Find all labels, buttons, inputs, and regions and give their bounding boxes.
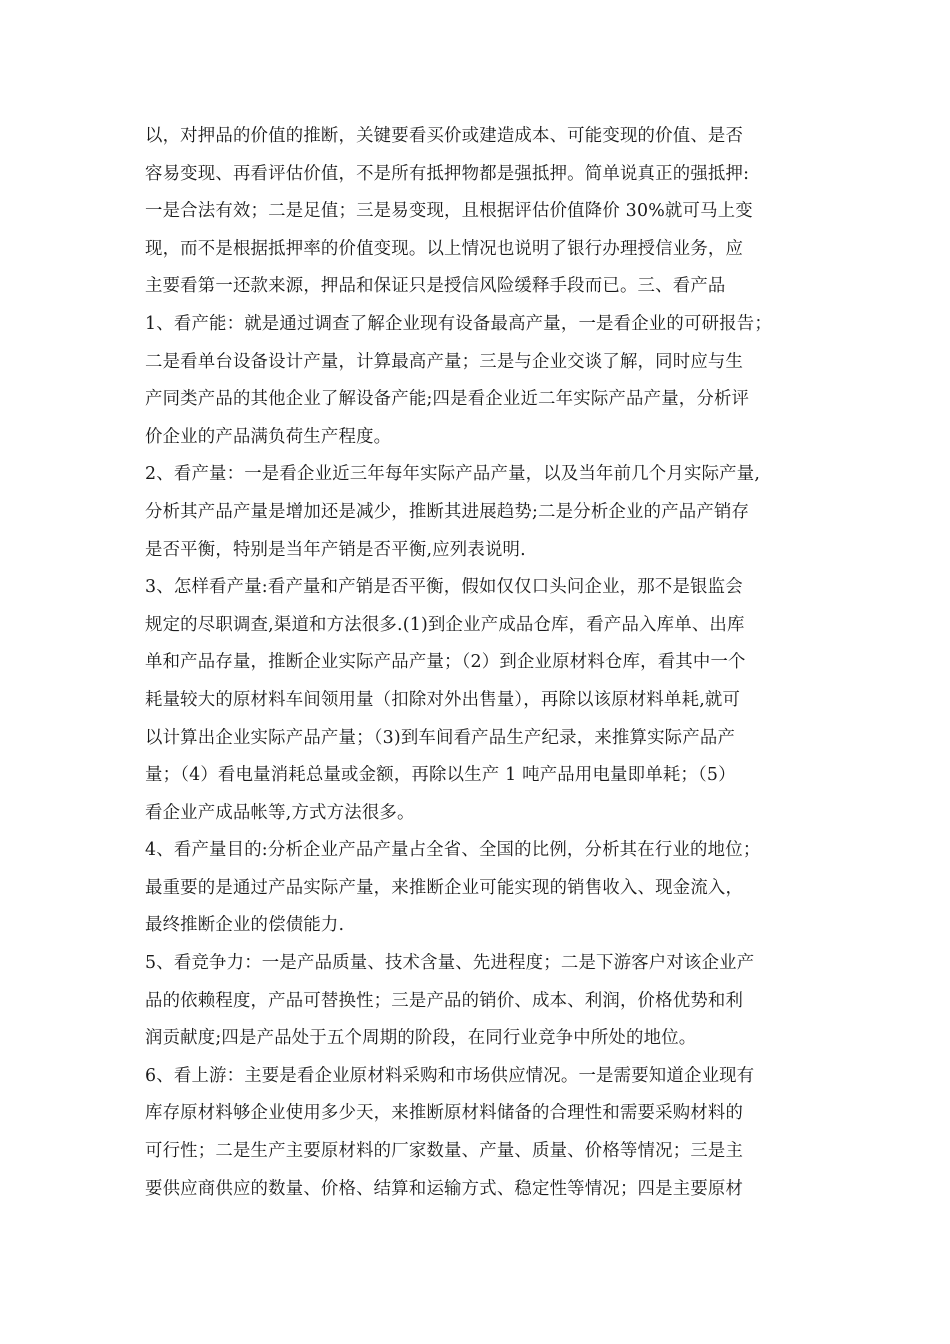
text-line: 以计算出企业实际产品产量；（3)到车间看产品生产纪录，来推算实际产品产 <box>145 727 736 748</box>
text-line: 是否平衡，特别是当年产销是否平衡,应列表说明. <box>145 539 526 560</box>
text-line: 量；（4）看电量消耗总量或金额，再除以生产 1 吨产品用电量即单耗；（5） <box>145 765 736 786</box>
text-line: 2、看产量：一是看企业近三年每年实际产品产量，以及当年前几个月实际产量, <box>145 464 761 485</box>
text-line: 品的依赖程度，产品可替换性；三是产品的销价、成本、利润，价格优势和利 <box>145 990 744 1011</box>
text-line: 单和产品存量，推断企业实际产品产量；（2）到企业原材料仓库，看其中一个 <box>145 652 746 673</box>
text-line: 二是看单台设备设计产量，计算最高产量；三是与企业交谈了解，同时应与生 <box>145 351 744 372</box>
text-line: 要供应商供应的数量、价格、结算和运输方式、稳定性等情况；四是主要原材 <box>145 1178 744 1199</box>
text-line: 看企业产成品帐等,方式方法很多。 <box>145 802 415 823</box>
text-line: 润贡献度;四是产品处于五个周期的阶段，在同行业竞争中所处的地位。 <box>145 1028 697 1049</box>
text-line: 4、看产量目的:分析企业产品产量占全省、全国的比例，分析其在行业的地位； <box>145 840 761 861</box>
text-line: 1、看产能：就是通过调查了解企业现有设备最高产量，一是看企业的可研报告； <box>145 313 772 334</box>
text-line: 规定的尽职调查,渠道和方法很多.(1)到企业产成品仓库，看产品入库单、出库 <box>145 614 745 635</box>
text-line: 6、看上游：主要是看企业原材料采购和市场供应情况。一是需要知道企业现有 <box>145 1065 755 1086</box>
text-line: 最重要的是通过产品实际产量，来推断企业可能实现的销售收入、现金流入， <box>145 877 744 898</box>
text-line: 产同类产品的其他企业了解设备产能;四是看企业近二年实际产品产量，分析评 <box>145 389 750 410</box>
text-line: 主要看第一还款来源，押品和保证只是授信风险缓释手段而已。三、看产品 <box>145 276 726 297</box>
document-body <box>145 118 825 1208</box>
text-line: 最终推断企业的偿债能力. <box>145 915 345 936</box>
text-line: 一是合法有效；二是足值；三是易变现，且根据评估价值降价 30%就可马上变 <box>145 201 753 222</box>
text-line: 价企业的产品满负荷生产程度。 <box>145 426 392 447</box>
text-line: 3、怎样看产量:看产量和产销是否平衡，假如仅仅口头问企业，那不是银监会 <box>145 577 743 598</box>
text-line: 现，而不是根据抵押率的价值变现。以上情况也说明了银行办理授信业务，应 <box>145 238 744 259</box>
text-line: 5、看竞争力：一是产品质量、技术含量、先进程度；二是下游客户对该企业产 <box>145 953 755 974</box>
text-line: 耗量较大的原材料车间领用量（扣除对外出售量），再除以该原材料单耗,就可 <box>145 689 741 710</box>
text-line: 库存原材料够企业使用多少天，来推断原材料储备的合理性和需要采购材料的 <box>145 1103 744 1124</box>
text-line: 分析其产品产量是增加还是减少，推断其进展趋势;二是分析企业的产品产销存 <box>145 501 750 522</box>
text-line: 可行性；二是生产主要原材料的厂家数量、产量、质量、价格等情况；三是主 <box>145 1141 744 1162</box>
text-line: 以，对押品的价值的推断，关键要看买价或建造成本、可能变现的价值、是否 <box>145 126 744 146</box>
text-line: 容易变现、再看评估价值，不是所有抵押物都是强抵押。简单说真正的强抵押: <box>145 163 750 184</box>
